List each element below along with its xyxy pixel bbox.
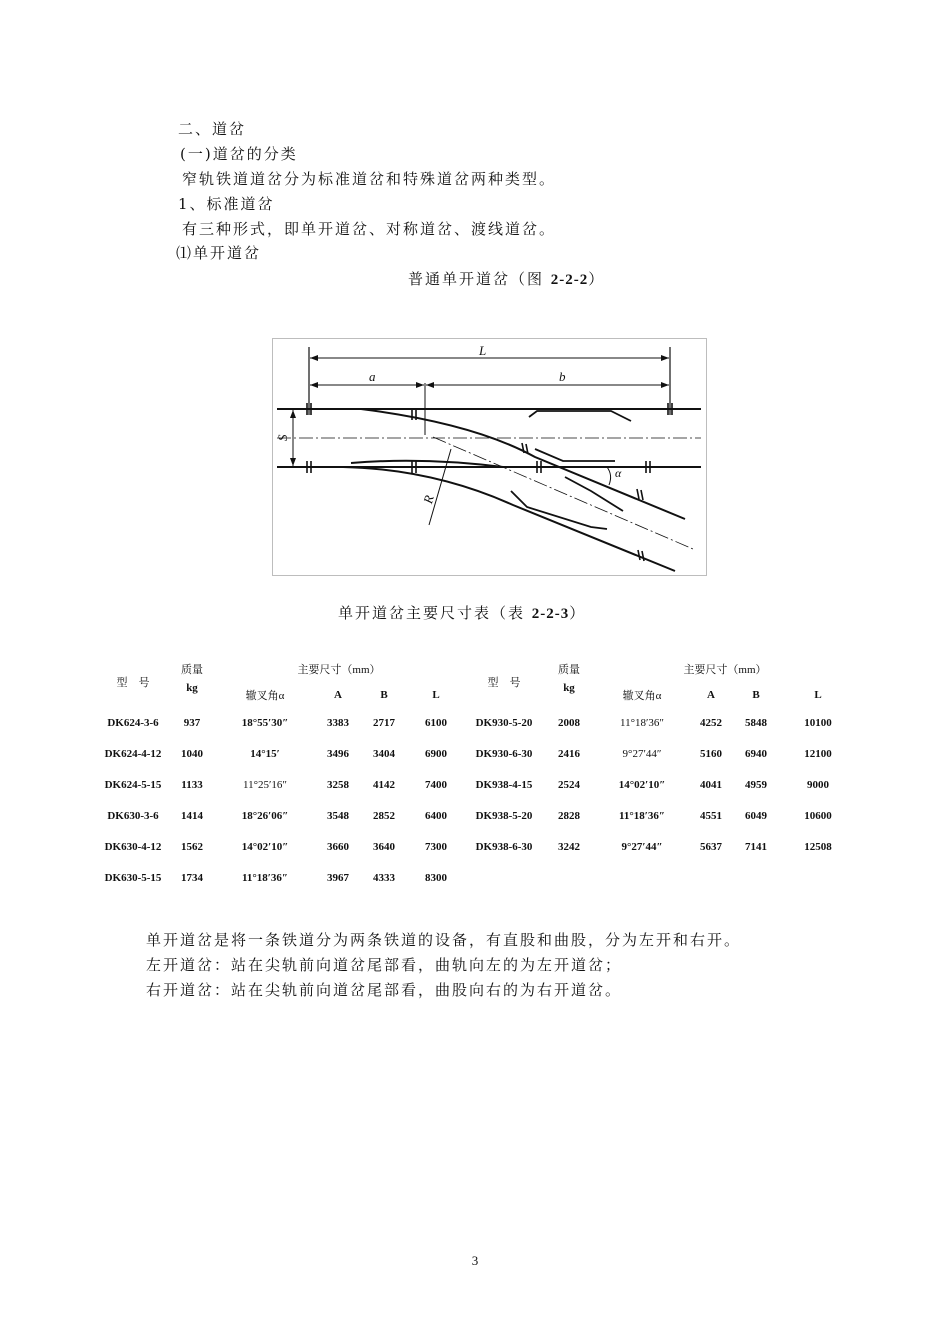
turnout-dimensions-table [96, 656, 856, 893]
heading-classification: (一)道岔的分类 [180, 145, 298, 163]
table-cell: 8300 [425, 871, 447, 884]
table-cell: 2008 [558, 716, 580, 729]
table-cell: DK630-3-6 [107, 809, 159, 822]
table-cell: 18°26′06″ [241, 809, 289, 822]
table-cell: 4252 [700, 716, 722, 729]
table-cell [594, 862, 690, 893]
table-cell: 3242 [558, 840, 580, 853]
text-three-forms: 有三种形式，即单开道岔、对称道岔、渡线道岔。 [182, 220, 557, 238]
table-cell: 1040 [181, 747, 203, 760]
table-cell: 3967 [327, 871, 349, 884]
table-cell: 2416 [558, 747, 580, 760]
header-angle: 辙叉角α [245, 689, 285, 702]
label-L: L [479, 343, 487, 358]
table-cell: 2717 [373, 716, 395, 729]
table-cell: 6900 [425, 747, 447, 760]
table-cell: 3258 [327, 778, 349, 791]
table-cell: DK938-6-30 [475, 840, 533, 853]
header-mass-right: 质量 [558, 664, 580, 676]
table-cell: 11°18′36″ [242, 871, 288, 884]
table-cell: 3383 [327, 716, 349, 729]
table-row [96, 738, 856, 769]
header-dims-right: 主要尺寸（mm） [683, 664, 767, 676]
table-cell: 1562 [181, 840, 203, 853]
table-cell: 1734 [181, 871, 203, 884]
table-cell: 3404 [373, 747, 395, 760]
table-cell: 4959 [745, 778, 767, 791]
page-number: 3 [471, 1253, 479, 1268]
heading-section-2: 二、道岔 [178, 120, 247, 138]
table-caption: 单开道岔主要尺寸表（表 2-2-3） [338, 604, 587, 622]
table-cell: 7400 [425, 778, 447, 791]
table-cell: 3660 [327, 840, 349, 853]
table-cell [732, 862, 780, 893]
table-row [96, 707, 856, 738]
header-angle-right: 辙叉角α [622, 689, 662, 702]
table-cell: DK938-5-20 [475, 809, 533, 822]
table-cell: 12100 [804, 747, 832, 760]
table-cell: 11°25′16″ [243, 778, 287, 791]
label-alpha: α [615, 466, 622, 480]
frog-angle-arc [607, 467, 611, 485]
table-cell: 7141 [745, 840, 767, 853]
figure-caption: 普通单开道岔（图 2-2-2） [408, 270, 606, 288]
table-cell: 7300 [425, 840, 447, 853]
table-cell: 10100 [804, 716, 832, 729]
table-cell: 5160 [700, 747, 722, 760]
guard-rail-top [529, 411, 631, 421]
label-a: a [369, 369, 376, 384]
table-cell: 9°27′44″ [622, 747, 662, 760]
turnout-diagram [273, 339, 706, 575]
rail-joints [307, 403, 672, 561]
table-cell [780, 862, 856, 893]
table-cell: 1414 [181, 809, 203, 822]
paragraph-right-turnout: 右开道岔：站在尖轨前向道岔尾部看，曲股向右的为右开道岔。 [146, 981, 623, 999]
header-l: L [432, 688, 440, 701]
turnout-figure [272, 338, 707, 576]
table-cell: 937 [183, 716, 201, 729]
table-cell: DK624-4-12 [104, 747, 162, 760]
table-row [96, 769, 856, 800]
table-cell: DK624-5-15 [104, 778, 162, 791]
table-cell: 9°27′44″ [621, 840, 663, 853]
header-mass-unit: kg [186, 682, 198, 694]
paragraph-definition: 单开道岔是将一条铁道分为两条铁道的设备，有直股和曲股，分为左开和右开。 [146, 931, 742, 949]
table-cell: 4041 [700, 778, 722, 791]
header-dims: 主要尺寸（mm） [297, 664, 381, 676]
table-cell: 3640 [373, 840, 395, 853]
table-cell: 11°18′36″ [620, 716, 664, 729]
header-b-right: B [752, 688, 760, 701]
table-cell: 10600 [804, 809, 832, 822]
table-cell: 2524 [558, 778, 580, 791]
label-R: R [420, 493, 437, 506]
header-b: B [380, 688, 388, 701]
label-S: S [275, 434, 290, 441]
table-cell: 12508 [804, 840, 832, 853]
header-mass: 质量 [181, 664, 203, 676]
table-cell: 3496 [327, 747, 349, 760]
text-turnout-types: 窄轨铁道道岔分为标准道岔和特殊道岔两种类型。 [182, 170, 557, 188]
label-b: b [559, 369, 566, 384]
header-l-right: L [814, 688, 822, 701]
table-cell [544, 862, 594, 893]
table-cell: DK930-6-30 [475, 747, 533, 760]
header-model-right: 型 号 [487, 676, 521, 689]
table-cell: DK630-5-15 [104, 871, 162, 884]
table-cell: 6940 [745, 747, 767, 760]
header-mass-unit-right: kg [563, 682, 575, 694]
table-cell: 5637 [700, 840, 722, 853]
table-cell: 4551 [700, 809, 722, 822]
header-model: 型 号 [116, 676, 150, 689]
table-cell: 9000 [807, 778, 829, 791]
table-row [96, 831, 856, 862]
table-cell: 18°55′30″ [241, 716, 289, 729]
table-cell: 6049 [745, 809, 767, 822]
table-cell: DK630-4-12 [104, 840, 162, 853]
diverging-centerline [433, 437, 693, 549]
table-cell: DK930-5-20 [475, 716, 533, 729]
table-cell: 14°02′10″ [618, 778, 666, 791]
header-a-right: A [707, 688, 715, 701]
table-cell: 4142 [373, 778, 395, 791]
table-header-row-1 [96, 656, 856, 682]
rail-diverging-lower [343, 467, 675, 571]
table-cell: 6100 [425, 716, 447, 729]
table-cell: 4333 [373, 871, 395, 884]
header-a: A [334, 688, 342, 701]
table-cell: 14°02′10″ [241, 840, 289, 853]
table-cell: 1133 [181, 778, 203, 791]
table-cell: DK624-3-6 [107, 716, 159, 729]
frog-wing-rail-1 [535, 449, 615, 461]
table-cell: 2852 [373, 809, 395, 822]
table-cell: 14°15′ [250, 747, 280, 760]
table-cell: 2828 [558, 809, 580, 822]
table-cell: 5848 [745, 716, 767, 729]
table-row [96, 800, 856, 831]
table-cell: 6400 [425, 809, 447, 822]
table-cell: 11°18′36″ [619, 809, 665, 822]
table-cell: 3548 [327, 809, 349, 822]
table-cell [690, 862, 732, 893]
table-cell: DK938-4-15 [475, 778, 533, 791]
paragraph-left-turnout: 左开道岔：站在尖轨前向道岔尾部看，曲轨向左的为左开道岔； [146, 956, 623, 974]
heading-standard-turnout: 1、标准道岔 [178, 195, 275, 213]
table-cell [464, 862, 544, 893]
table-row [96, 862, 856, 893]
heading-single-turnout: ⑴单开道岔 [176, 244, 262, 262]
